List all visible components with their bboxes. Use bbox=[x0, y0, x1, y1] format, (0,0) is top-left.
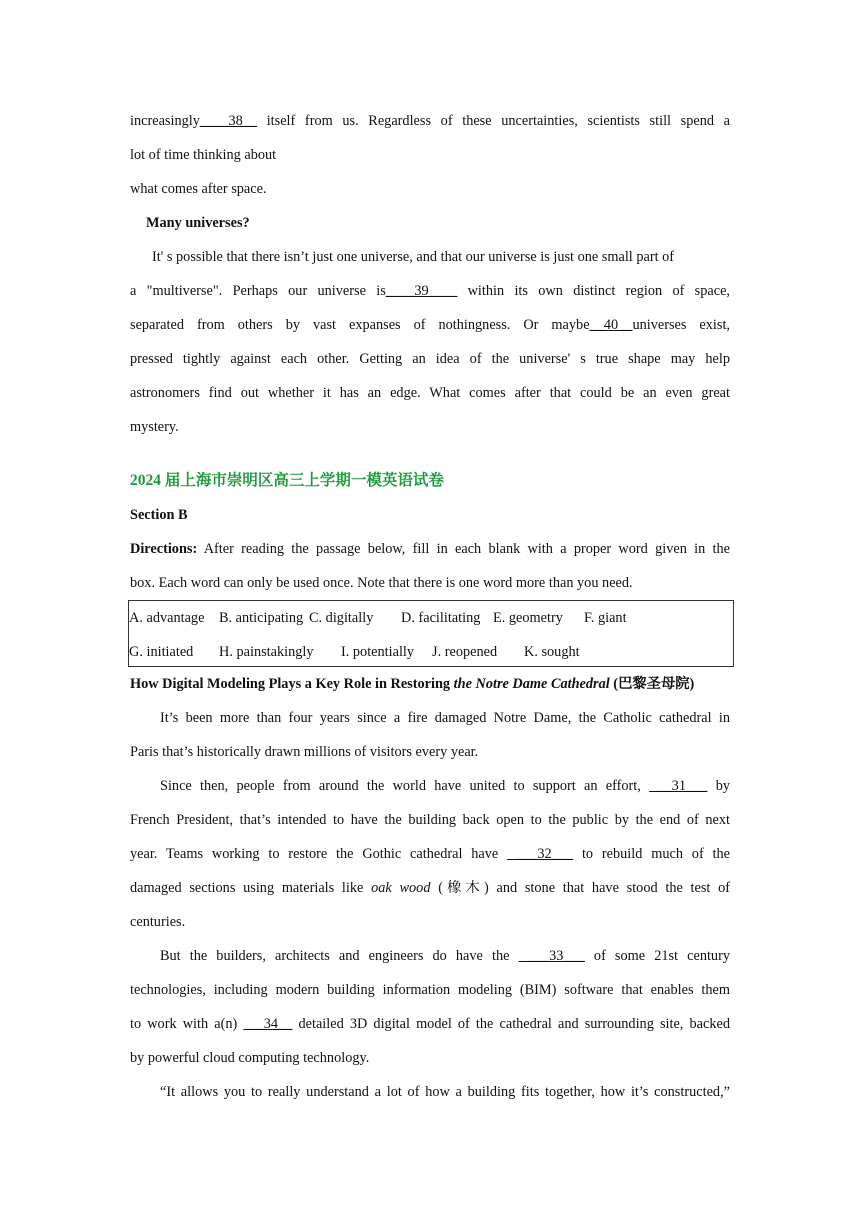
exam-title: 2024 届上海市崇明区高三上学期一模英语试卷 bbox=[130, 472, 444, 489]
text-line: But the builders, architects and engineers do have the ___33___ of some 21st century bbox=[160, 948, 730, 964]
blank-33: ___33___ bbox=[518, 948, 585, 964]
blank-40: __40__ bbox=[589, 317, 633, 333]
text-line: technologies, including modern building information modeling (BIM) software that enables them bbox=[130, 982, 730, 998]
word-option: G. initiated bbox=[129, 644, 194, 660]
blank-31: __31___ bbox=[649, 778, 708, 794]
text-line: year. Teams working to restore the Gothic cathedral have ___32___ to rebuild much of the bbox=[130, 846, 730, 862]
directions-line: Directions: After reading the passage below, fill in each blank with a proper word given in the bbox=[130, 541, 730, 557]
text-line: lot of time thinking about bbox=[130, 147, 277, 163]
text-line: damaged sections using materials like oak wood (橡木) and stone that have stood the test of bbox=[130, 880, 731, 896]
blank-39: ____39____ bbox=[385, 283, 458, 299]
text-line: It’s been more than four years since a fire damaged Notre Dame, the Catholic cathedral in bbox=[160, 710, 730, 726]
text-line: separated from others by vast expanses of nothingness. Or maybe__40__universes exist, bbox=[130, 317, 730, 333]
word-option: K. sought bbox=[524, 644, 580, 660]
text-line: pressed tightly against each other. Getting an idea of the universe' s true shape may help bbox=[130, 351, 730, 367]
text-line: what comes after space. bbox=[130, 181, 267, 197]
text-line: Paris that’s historically drawn millions of visitors every year. bbox=[130, 744, 479, 760]
directions-label: Directions: bbox=[130, 541, 198, 557]
section-label: Section B bbox=[130, 507, 188, 523]
blank-34: __34__ bbox=[243, 1016, 293, 1032]
word-option: D. facilitating bbox=[401, 610, 481, 626]
word-option: E. geometry bbox=[493, 610, 563, 626]
text-line: Since then, people from around the world have united to support an effort, __31___ by bbox=[160, 778, 730, 794]
word-option: F. giant bbox=[584, 610, 627, 626]
document-page bbox=[130, 104, 730, 1109]
word-option: B. anticipating bbox=[219, 610, 304, 626]
blank-38: ____38__ bbox=[199, 113, 258, 129]
word-option: C. digitally bbox=[309, 610, 374, 626]
word-option: H. painstakingly bbox=[219, 644, 314, 660]
word-box bbox=[128, 600, 734, 667]
text-line: It' s possible that there isn’t just one universe, and that our universe is just one small part of bbox=[152, 249, 675, 265]
text: increasingly bbox=[130, 113, 200, 129]
text-line: centuries. bbox=[130, 914, 186, 930]
word-option: J. reopened bbox=[432, 644, 498, 660]
text-line: French President, that’s intended to have the building back open to the public by the end of next bbox=[130, 812, 730, 828]
text-line: a "multiverse". Perhaps our universe is____39____ within its own distinct region of space, bbox=[130, 283, 730, 299]
blank-32: ___32___ bbox=[507, 846, 574, 862]
directions-line: box. Each word can only be used once. Note that there is one word more than you need. bbox=[130, 575, 633, 591]
text-line: mystery. bbox=[130, 419, 179, 435]
word-option: A. advantage bbox=[129, 610, 205, 626]
section-heading: Many universes? bbox=[146, 215, 250, 231]
text-line: “It allows you to really understand a lot of how a building fits together, how it’s constructed,” bbox=[160, 1084, 730, 1100]
text: itself from us. Regardless of these uncertainties, scientists still spend a bbox=[257, 113, 730, 129]
text-line bbox=[130, 104, 730, 138]
text-line: by powerful cloud computing technology. bbox=[130, 1050, 370, 1066]
text-line: to work with a(n) __34__ detailed 3D digital model of the cathedral and surrounding site, backed bbox=[130, 1016, 730, 1032]
passage-title: How Digital Modeling Plays a Key Role in Restoring the Notre Dame Cathedral (巴黎圣母院) bbox=[130, 676, 695, 692]
text-line: astronomers find out whether it has an edge. What comes after that could be an even great bbox=[130, 385, 730, 401]
word-option: I. potentially bbox=[341, 644, 415, 660]
